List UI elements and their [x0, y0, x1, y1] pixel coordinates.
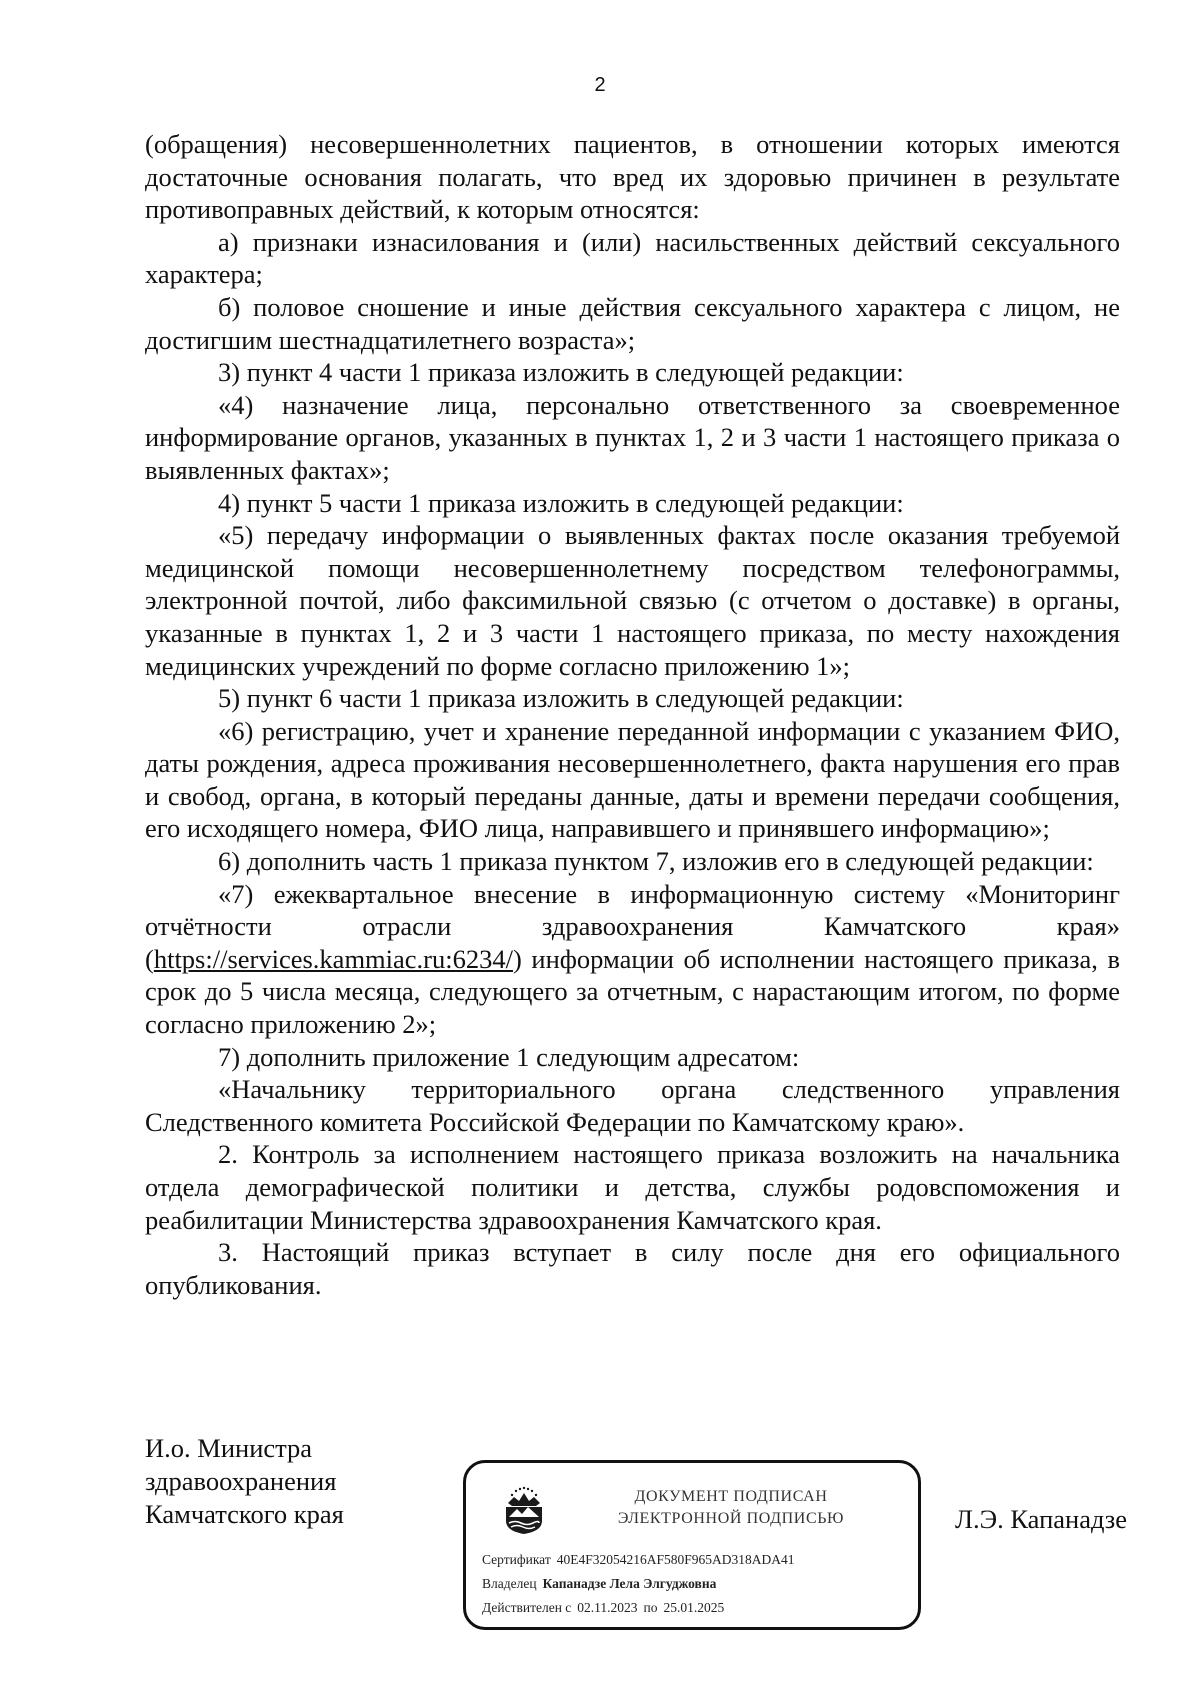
page-number: 2	[594, 74, 606, 96]
paragraph-10: 6) дополнить часть 1 приказа пунктом 7, изложив его в следующей редакции:	[218, 846, 1094, 877]
signatory-name: Л.Э. Капанадзе	[955, 1504, 1128, 1534]
kamchatka-coat-of-arms-icon	[502, 1485, 546, 1535]
valid-to-label: по	[643, 1600, 658, 1615]
valid-label: Действителен с	[482, 1600, 572, 1615]
order-body-text	[145, 128, 1120, 1301]
signatory-position-line: здравоохранения	[145, 1466, 337, 1496]
paragraph-1: (обращения) несовершеннолетних пациентов, в отношении которых имеются достаточные основания полагать, что вред их здоровью причинен в результате противоправных действий, к которым относятся:	[145, 129, 1120, 225]
paragraph-6: 4) пункт 5 части 1 приказа изложить в следующей редакции:	[218, 487, 904, 518]
paragraph-7: «5) передачу информации о выявленных фактах после оказания требуемой медицинской помощи несовершеннолетнему посредством телефонограммы, электронной почтой, либо факсимильной связью (с отчетом о доставке) в органы, указанные в пунктах 1, 2 и 3 части 1 настоящего приказа, по месту нахождения медицинских учреждений по форме согласно приложению 1»;	[145, 520, 1120, 681]
signatory-position-line: И.о. Министра	[145, 1433, 313, 1463]
stamp-heading-line: ДОКУМЕНТ ПОДПИСАН	[634, 1488, 828, 1505]
paragraph-9: «6) регистрацию, учет и хранение переданной информации с указанием ФИО, даты рождения, адреса проживания несовершеннолетнего, факта нарушения его прав и свобод, органа, в который переданы данные, даты и времени передачи сообщения, его исходящего номера, ФИО лица, направившего и принявшего информацию»;	[145, 715, 1120, 844]
valid-to: 25.01.2025	[663, 1600, 725, 1615]
paragraph-12: 7) дополнить приложение 1 следующим адресатом:	[218, 1041, 800, 1072]
electronic-signature-stamp	[463, 1460, 921, 1630]
paragraph-3: б) половое сношение и иные действия сексуального характера с лицом, не достигшим шестнадцатилетнего возраста»;	[145, 291, 1120, 355]
paragraph-4: 3) пункт 4 части 1 приказа изложить в следующей редакции:	[218, 357, 904, 388]
paragraph-14: 2. Контроль за исполнением настоящего приказа возложить на начальника отдела демографической политики и детства, службы родовспоможения и реабилитации Министерства здравоохранения Камчатского края.	[145, 1139, 1120, 1235]
certificate-value: 40E4F32054216AF580F965AD318ADA41	[556, 1552, 795, 1567]
paragraph-13: «Начальнику территориального органа следственного управления Следственного комитета Российской Федерации по Камчатскому краю».	[145, 1074, 1120, 1137]
signatory-position-line: Камчатского края	[145, 1499, 344, 1529]
stamp-validity	[482, 1600, 724, 1616]
stamp-heading	[566, 1486, 896, 1530]
stamp-certificate	[482, 1552, 795, 1568]
monitoring-text-after: ) информации об исполнении настоящего приказа, в срок до 5 числа месяца, следующего за отчетным, с нарастающим итогом, по форме согласно приложению 2»;	[145, 943, 1120, 1040]
stamp-heading-line: ЭЛЕКТРОННОЙ ПОДПИСЬЮ	[617, 1510, 845, 1527]
paragraph-5: «4) назначение лица, персонально ответственного за своевременное информирование органов, указанных в пунктах 1, 2 и 3 части 1 настоящего приказа о выявленных фактах»;	[145, 389, 1120, 485]
valid-from: 02.11.2023	[577, 1600, 638, 1615]
monitoring-system-link[interactable]: https://services.kammiac.ru:6234/	[153, 943, 513, 974]
owner-label: Владелец	[482, 1576, 537, 1591]
stamp-owner	[482, 1576, 716, 1592]
signatory-position	[145, 1432, 344, 1531]
certificate-label: Сертификат	[482, 1552, 551, 1567]
paragraph-monitoring	[145, 878, 1120, 1041]
owner-value: Капанадзе Лела Элгуджовна	[542, 1576, 717, 1591]
paragraph-8: 5) пункт 6 части 1 приказа изложить в следующей редакции:	[218, 683, 904, 714]
paragraph-2: а) признаки изнасилования и (или) насильственных действий сексуального характера;	[145, 226, 1120, 290]
paragraph-15: 3. Настоящий приказ вступает в силу после дня его официального опубликования.	[145, 1237, 1120, 1300]
monitoring-text-before: «7) ежеквартальное внесение в информационную систему «Мониторинг отчётности отрасли здравоохранения Камчатского края» (	[145, 878, 1120, 974]
